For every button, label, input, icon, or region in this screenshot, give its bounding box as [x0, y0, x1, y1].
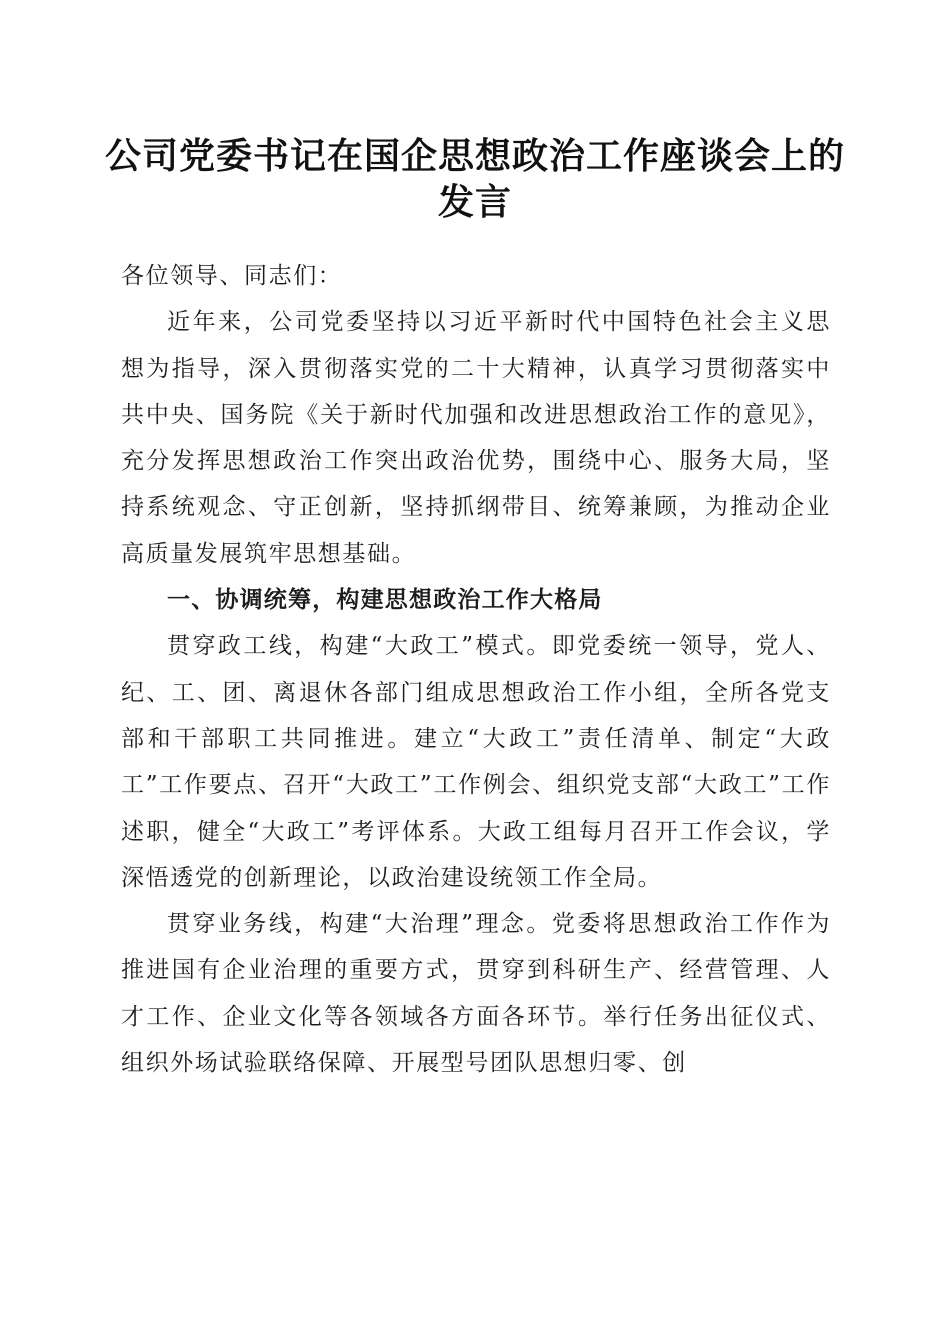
document-body: [121, 253, 831, 1086]
section-paragraph-2: 贯穿业务线，构建“大治理”理念。党委将思想政治工作作为推进国有企业治理的重要方式，贯穿到科研生产、经营管理、人才工作、企业文化等各领域各方面各环节。举行任务出征仪式、组织外场试验联络保障、开展型号团队思想归零、创: [121, 911, 831, 1077]
document-title: 公司党委书记在国企思想政治工作座谈会上的发言: [104, 135, 845, 223]
section-paragraph-1: 贯穿政工线，构建“大政工”模式。即党委统一领导，党人、纪、工、团、离退休各部门组成思想政治工作小组，全所各党支部和干部职工共同推进。建立“大政工”责任清单、制定“大政工”工作要点、召开“大政工”工作例会、组织党支部“大政工”工作述职，健全“大政工”考评体系。大政工组每月召开工作会议，学深悟透党的创新理论，以政治建设统领工作全局。: [121, 633, 831, 891]
salutation: 各位领导、同志们：: [121, 263, 343, 289]
section-heading: 一、协调统筹，构建思想政治工作大格局: [167, 587, 603, 614]
intro-paragraph: 近年来，公司党委坚持以习近平新时代中国特色社会主义思想为指导，深入贯彻落实党的二十大精神，认真学习贯彻落实中共中央、国务院《关于新时代加强和改进思想政治工作的意见》，充分发挥思想政治工作突出政治优势，围绕中心、服务大局，坚持系统观念、守正创新，坚持抓纲带目、统筹兼顾，为推动企业高质量发展筑牢思想基础。: [121, 309, 831, 567]
